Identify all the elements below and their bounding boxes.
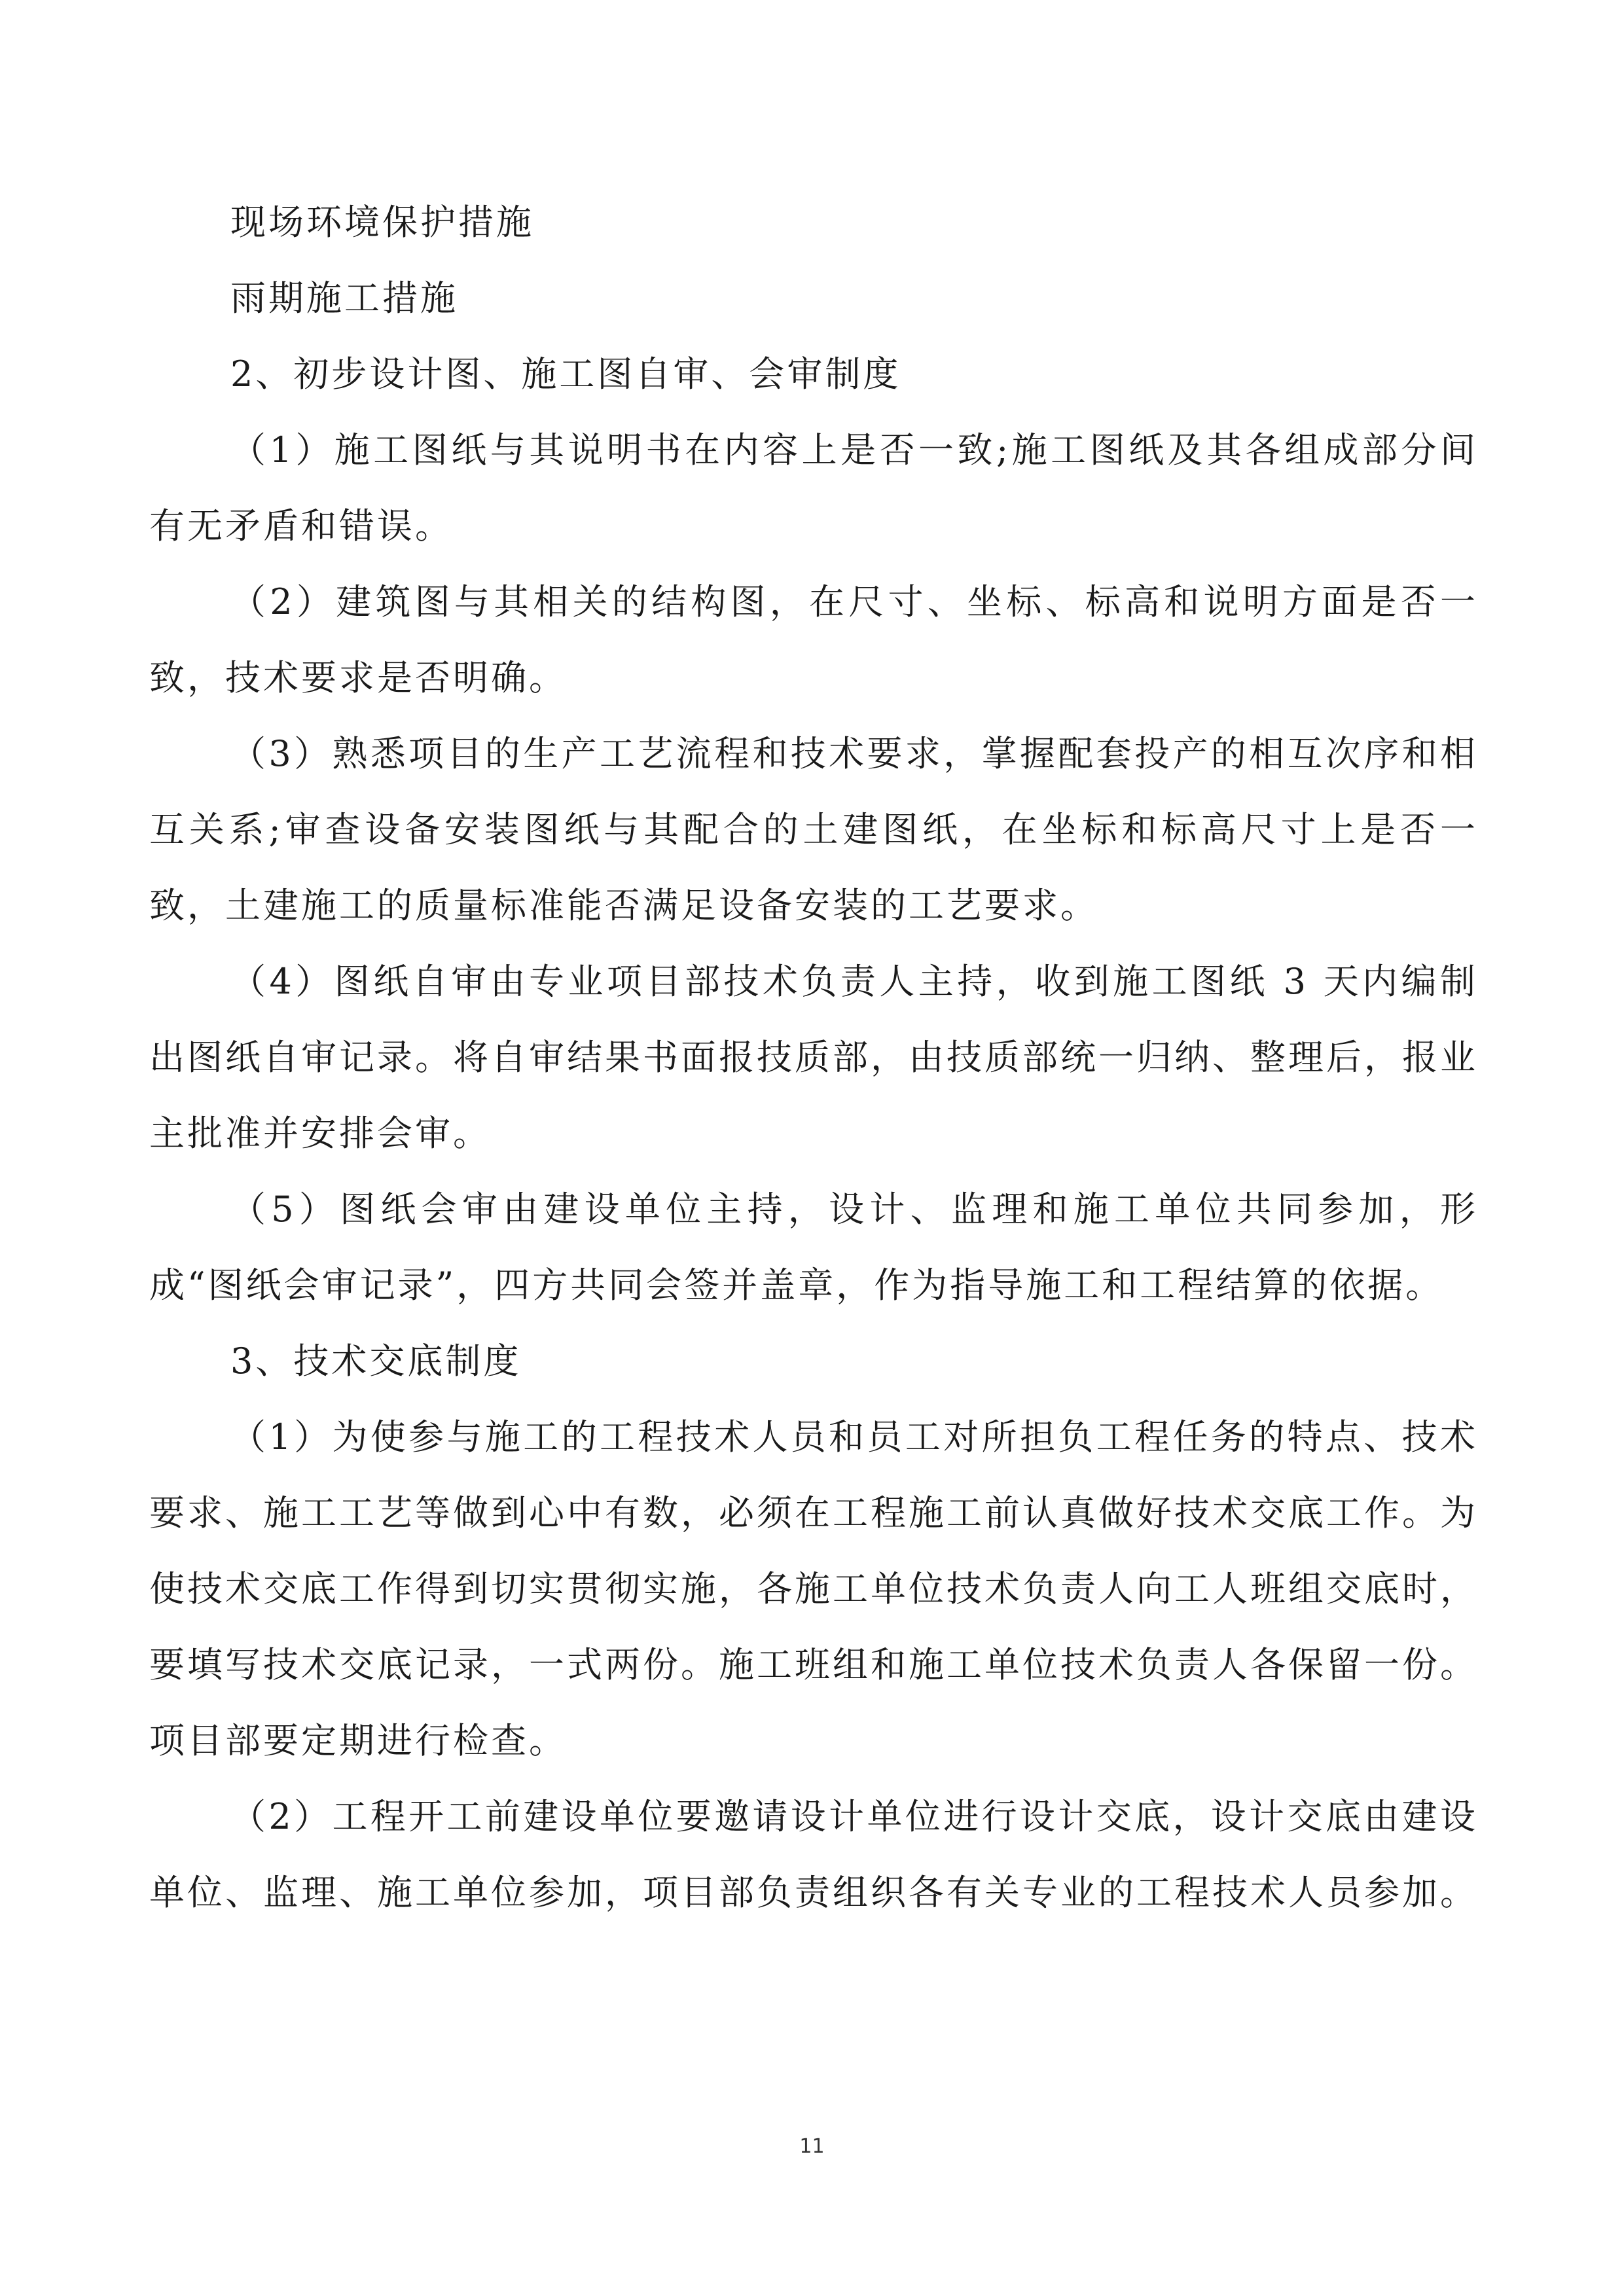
- page-number: 11: [799, 2135, 825, 2158]
- paragraph-rainy-season: 雨期施工措施: [230, 278, 458, 319]
- paragraph-env-protection: 现场环境保护措施: [230, 202, 534, 243]
- paragraph-review-item-4: （4）图纸自审由专业项目部技术负责人主持，收到施工图纸 3 天内编制出图纸自审记录。将自审结果书面报技质部，由技质部统一归纳、整理后，报业主批准并安排会审。: [149, 961, 1478, 1154]
- paragraph-review-item-3: （3）熟悉项目的生产工艺流程和技术要求，掌握配套投产的相互次序和相互关系;审查设备安装图纸与其配合的土建图纸，在坐标和标高尺寸上是否一致，土建施工的质量标准能否满足设备安装的工艺要求。: [149, 733, 1478, 926]
- section-heading-drawing-review: 2、初步设计图、施工图自审、会审制度: [230, 353, 901, 395]
- paragraph-review-item-1: （1）施工图纸与其说明书在内容上是否一致;施工图纸及其各组成部分间有无矛盾和错误。: [149, 429, 1478, 547]
- document-body: [149, 185, 1478, 1931]
- paragraph-review-item-5: （5）图纸会审由建设单位主持，设计、监理和施工单位共同参加，形成“图纸会审记录”，四方共同会签并盖章，作为指导施工和工程结算的依据。: [149, 1189, 1478, 1306]
- section-heading-tech-briefing: 3、技术交底制度: [230, 1340, 522, 1382]
- paragraph-briefing-item-2: （2）工程开工前建设单位要邀请设计单位进行设计交底，设计交底由建设单位、监理、施工单位参加，项目部负责组织各有关专业的工程技术人员参加。: [149, 1796, 1478, 1913]
- paragraph-review-item-2: （2）建筑图与其相关的结构图，在尺寸、坐标、标高和说明方面是否一致，技术要求是否明确。: [149, 581, 1478, 698]
- paragraph-briefing-item-1: （1）为使参与施工的工程技术人员和员工对所担负工程任务的特点、技术要求、施工工艺等做到心中有数，必须在工程施工前认真做好技术交底工作。为使技术交底工作得到切实贯彻实施，各施工单位技术负责人向工人班组交底时，要填写技术交底记录，一式两份。施工班组和施工单位技术负责人各保留一份。项目部要定期进行检查。: [149, 1416, 1478, 1761]
